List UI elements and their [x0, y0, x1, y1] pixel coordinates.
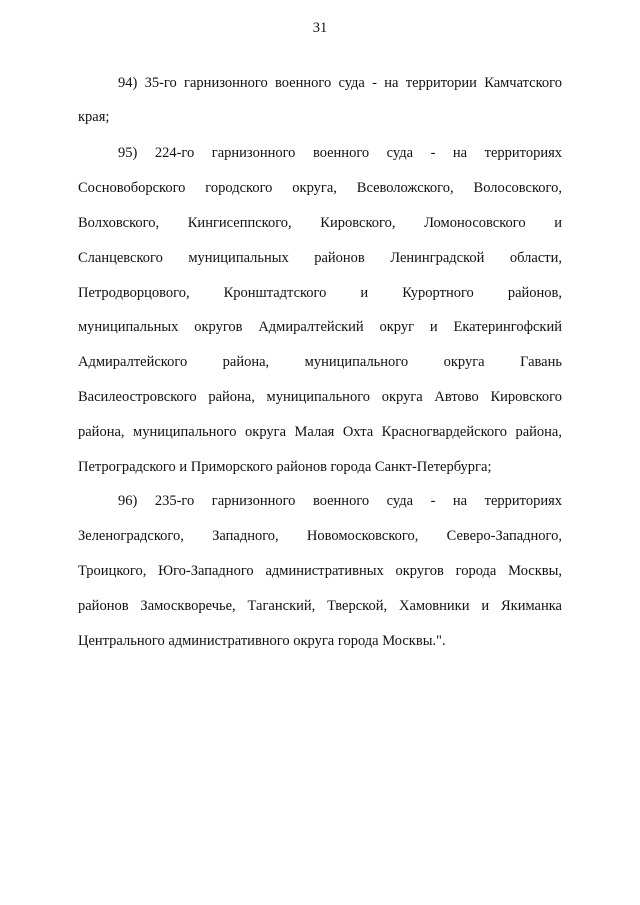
- item-95-line-3: Волховского, Кингисеппского, Кировского, Ломоносовского и: [78, 215, 562, 231]
- item-95-line-1: 95) 224-го гарнизонного военного суда - на территориях: [118, 145, 562, 161]
- item-95-line-2: Сосновоборского городского округа, Всеволожского, Волосовского,: [78, 180, 562, 196]
- item-95-line-8: Василеостровского района, муниципального округа Автово Кировского: [78, 389, 562, 405]
- page-number: 31: [312, 20, 328, 36]
- item-95-line-7: Адмиралтейского района, муниципального округа Гавань: [78, 354, 562, 370]
- item-94-line-2: края;: [78, 109, 110, 125]
- item-96-line-2: Зеленоградского, Западного, Новомосковского, Северо-Западного,: [78, 528, 562, 544]
- item-94-line-1: 94) 35-го гарнизонного военного суда - на территории Камчатского: [118, 75, 562, 91]
- item-95-line-10: Петроградского и Приморского районов города Санкт-Петербурга;: [78, 459, 492, 475]
- item-95-line-4: Сланцевского муниципальных районов Ленинградской области,: [78, 250, 562, 266]
- item-95-line-6: муниципальных округов Адмиралтейский округ и Екатерингофский: [78, 319, 562, 335]
- item-96-line-3: Троицкого, Юго-Западного административных округов города Москвы,: [78, 563, 562, 579]
- item-96-line-5: Центрального административного округа города Москвы.".: [78, 633, 446, 649]
- item-95-line-9: района, муниципального округа Малая Охта Красногвардейского района,: [78, 424, 562, 440]
- item-95-line-5: Петродворцового, Кронштадтского и Курортного районов,: [78, 285, 562, 301]
- item-96-line-4: районов Замоскворечье, Таганский, Тверской, Хамовники и Якиманка: [78, 598, 562, 614]
- item-96-line-1: 96) 235-го гарнизонного военного суда - на территориях: [118, 493, 562, 509]
